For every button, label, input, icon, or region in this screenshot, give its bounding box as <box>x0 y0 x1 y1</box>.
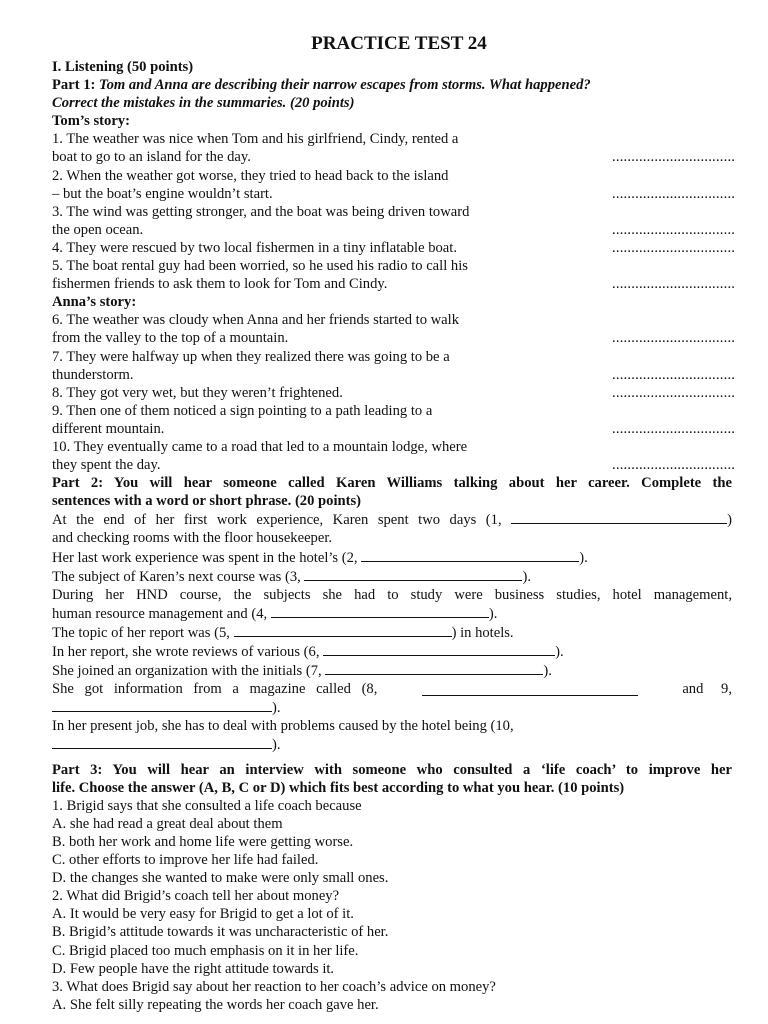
summary-item <box>52 130 736 166</box>
sentence-text: The topic of her report was (5, <box>52 624 230 641</box>
part2-sentence-7 <box>52 661 732 680</box>
summary-line: 10. They eventually came to a road that led to a mountain lodge, where <box>52 438 468 455</box>
summary-line: 6. The weather was cloudy when Anna and her friends started to walk <box>52 312 460 329</box>
sentence-text: In her report, she wrote reviews of various (6, <box>52 644 320 660</box>
summary-line: 8. They got very wet, but they weren’t frightened. <box>52 384 343 401</box>
summary-line: – but the boat’s engine wouldn’t start. <box>52 185 273 202</box>
answer-option[interactable]: C. Brigid placed too much emphasis on it in her life. <box>52 942 359 959</box>
part2-sentence-1 <box>52 510 732 529</box>
part2-sentence-6 <box>52 642 732 661</box>
summary-line: different mountain. <box>52 420 165 437</box>
sentence-text: ). <box>272 737 281 754</box>
summary-text <box>52 402 552 438</box>
answer-blank-10[interactable] <box>52 735 272 749</box>
answer-dotted-line[interactable]: ................................ <box>612 420 736 437</box>
answer-option[interactable]: D. the changes she wanted to make were only small ones. <box>52 870 389 887</box>
summary-item <box>52 402 736 438</box>
summary-line: 4. They were rescued by two local fishermen in a tiny inflatable boat. <box>52 239 457 256</box>
answer-blank-3[interactable] <box>304 567 522 581</box>
summary-line: 7. They were halfway up when they realized there was going to be a <box>52 348 450 365</box>
answer-dotted-line[interactable]: ................................ <box>612 384 736 401</box>
summary-line: they spent the day. <box>52 457 161 474</box>
answer-blank-9[interactable] <box>52 698 272 712</box>
question-stem: 2. What did Brigid’s coach tell her about money? <box>52 888 340 905</box>
question-stem: 3. What does Brigid say about her reaction to her coach’s advice on money? <box>52 978 496 995</box>
sentence-text: human resource management and (4, <box>52 605 268 622</box>
answer-dotted-line[interactable]: ................................ <box>612 221 736 238</box>
page-title: PRACTICE TEST 24 <box>311 33 487 54</box>
part2-sentence-8 <box>52 680 732 698</box>
part1-instruction-line2: Correct the mistakes in the summaries. (20 points) <box>52 95 355 112</box>
part1-instruction <box>52 76 732 94</box>
sentence-text: ). <box>579 549 588 566</box>
part2-sentence-8-cont <box>52 698 732 717</box>
sentence-text: ). <box>272 700 281 717</box>
part2-sentence-4-cont <box>52 604 732 623</box>
answer-blank-8[interactable] <box>422 682 638 696</box>
summary-item <box>52 384 736 402</box>
part2-sentence-3 <box>52 567 732 586</box>
document-page <box>52 32 736 1014</box>
answer-dotted-line[interactable]: ................................ <box>612 330 736 347</box>
toms-story-items <box>52 130 736 293</box>
summary-text <box>52 167 552 203</box>
answer-dotted-line[interactable]: ................................ <box>612 457 736 474</box>
part1-label: Part 1: <box>52 77 96 94</box>
summary-item <box>52 438 736 474</box>
summary-line: the open ocean. <box>52 221 144 238</box>
annas-story-items <box>52 311 736 474</box>
summary-text <box>52 257 552 293</box>
sentence-text: She joined an organization with the initials (7, <box>52 663 322 680</box>
part2-sentence-1-cont: and checking rooms with the floor housekeeper. <box>52 530 333 547</box>
summary-text <box>52 311 552 347</box>
part2-heading-line1: Part 2: You will hear someone called Karen Williams talking about her career. Complete the <box>52 475 732 492</box>
summary-line: from the valley to the top of a mountain. <box>52 330 289 347</box>
summary-line: 2. When the weather got worse, they tried to head back to the island <box>52 167 449 184</box>
summary-line: thunderstorm. <box>52 366 134 383</box>
summary-item <box>52 239 736 257</box>
part2-sentence-10: In her present job, she has to deal with problems caused by the hotel being (10, <box>52 718 514 735</box>
annas-story-heading: Anna’s story: <box>52 294 137 311</box>
summary-line: 1. The weather was nice when Tom and his girlfriend, Cindy, rented a <box>52 131 459 148</box>
summary-text <box>52 384 552 402</box>
summary-text <box>52 203 552 239</box>
question-stem: 1. Brigid says that she consulted a life coach because <box>52 797 362 814</box>
summary-item <box>52 203 736 239</box>
part2-sentence-4: During her HND course, the subjects she had to study were business studies, hotel management, <box>52 586 732 603</box>
sentence-text: ) in hotels. <box>451 624 514 641</box>
answer-dotted-line[interactable]: ................................ <box>612 149 736 166</box>
summary-text <box>52 348 552 384</box>
part3-heading-line1: Part 3: You will hear an interview with someone who consulted a ‘life coach’ to improve her <box>52 761 732 778</box>
section-heading: I. Listening (50 points) <box>52 59 194 75</box>
summary-line: fishermen friends to ask them to look for Tom and Cindy. <box>52 276 388 293</box>
summary-line: 3. The wind was getting stronger, and the boat was being driven toward <box>52 203 470 220</box>
answer-option[interactable]: B. both her work and home life were getting worse. <box>52 833 354 850</box>
sentence-text: Her last work experience was spent in the hotel’s (2, <box>52 549 358 566</box>
sentence-text: She got information from a magazine called (8, <box>52 681 378 698</box>
summary-line: 5. The boat rental guy had been worried, so he used his radio to call his <box>52 258 468 275</box>
answer-blank-7[interactable] <box>325 661 543 675</box>
answer-option[interactable]: D. Few people have the right attitude towards it. <box>52 960 335 977</box>
answer-dotted-line[interactable]: ................................ <box>612 239 736 256</box>
answer-option[interactable]: B. Brigid’s attitude towards it was uncharacteristic of her. <box>52 924 389 941</box>
summary-item <box>52 257 736 293</box>
summary-item <box>52 311 736 347</box>
sentence-text: ). <box>488 605 498 622</box>
part2-sentence-2 <box>52 548 732 567</box>
answer-blank-2[interactable] <box>361 548 579 562</box>
answer-option[interactable]: A. She felt silly repeating the words her coach gave her. <box>52 996 379 1013</box>
sentence-text: ). <box>543 663 552 680</box>
part2-heading-line2: sentences with a word or short phrase. (20 points) <box>52 493 362 510</box>
summary-text <box>52 239 552 257</box>
summary-line: boat to go to an island for the day. <box>52 149 251 166</box>
answer-option[interactable]: A. It would be very easy for Brigid to get a lot of it. <box>52 906 354 923</box>
toms-story-heading: Tom’s story: <box>52 113 130 130</box>
sentence-text: ). <box>555 644 564 660</box>
sentence-text: ). <box>522 568 531 585</box>
answer-blank-4[interactable] <box>271 604 489 618</box>
summary-text <box>52 438 552 474</box>
answer-dotted-line[interactable]: ................................ <box>612 276 736 293</box>
answer-dotted-line[interactable]: ................................ <box>612 366 736 383</box>
answer-blank-6[interactable] <box>323 642 555 656</box>
summary-line: 9. Then one of them noticed a sign pointing to a path leading to a <box>52 402 433 419</box>
sentence-text: ) <box>727 512 732 529</box>
sentence-text: The subject of Karen’s next course was (3, <box>52 568 301 585</box>
part3-questions <box>52 797 732 1014</box>
sentence-text: At the end of her first work experience, Karen spent two days (1, <box>52 512 502 529</box>
part2-sentence-5 <box>52 623 732 642</box>
answer-blank-5[interactable] <box>234 623 452 637</box>
answer-dotted-line[interactable]: ................................ <box>612 185 736 202</box>
part2-sentence-10-cont <box>52 735 732 754</box>
answer-option[interactable]: C. other efforts to improve her life had failed. <box>52 852 319 869</box>
summary-text <box>52 130 552 166</box>
part1-instruction-text: Tom and Anna are describing their narrow escapes from storms. What happened? <box>99 77 591 94</box>
answer-blank-1[interactable] <box>511 510 727 524</box>
sentence-text: and 9, <box>682 681 732 698</box>
summary-item <box>52 348 736 384</box>
summary-item <box>52 167 736 203</box>
answer-option[interactable]: A. she had read a great deal about them <box>52 815 283 832</box>
part3-heading-line2: life. Choose the answer (A, B, C or D) which fits best according to what you hear. (10 points) <box>52 779 625 796</box>
